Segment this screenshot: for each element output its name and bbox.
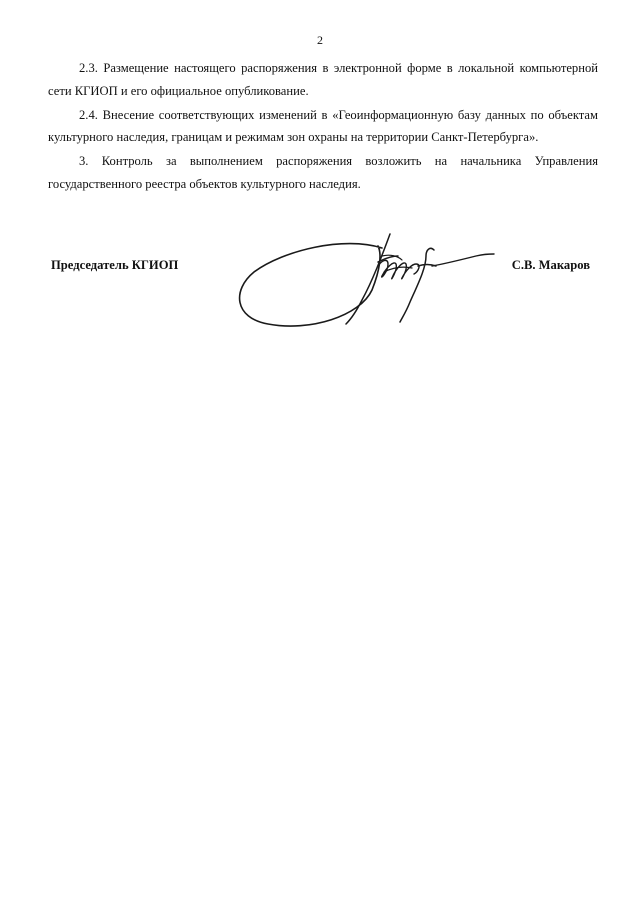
signature-loop-stroke	[240, 244, 382, 326]
paragraph-3: 3. Контроль за выполнением распоряжения возложить на начальника Управления государственного реестра объектов культурного наследия.	[48, 154, 598, 191]
signature-middle-stroke	[378, 260, 419, 278]
page-number: 2	[317, 33, 323, 47]
signatory-title: Председатель КГИОП	[51, 258, 179, 272]
signature-initial-stroke	[346, 234, 398, 324]
paragraph-2-3: 2.3. Размещение настоящего распоряжения в электронной форме в локальной компьютерной сети КГИОП и его официальное опубликование.	[48, 61, 598, 98]
document-body	[48, 57, 598, 197]
signature-final-letter-stroke	[400, 248, 436, 322]
handwritten-signature	[232, 226, 502, 338]
paragraph-2-4: 2.4. Внесение соответствующих изменений в «Геоинформационную базу данных по объектам культурного наследия, границам и режимам зон охраны на территории Санкт-Петербурга».	[48, 107, 598, 144]
signatory-name: С.В. Макаров	[511, 258, 590, 272]
signature-tail-stroke	[432, 254, 494, 266]
